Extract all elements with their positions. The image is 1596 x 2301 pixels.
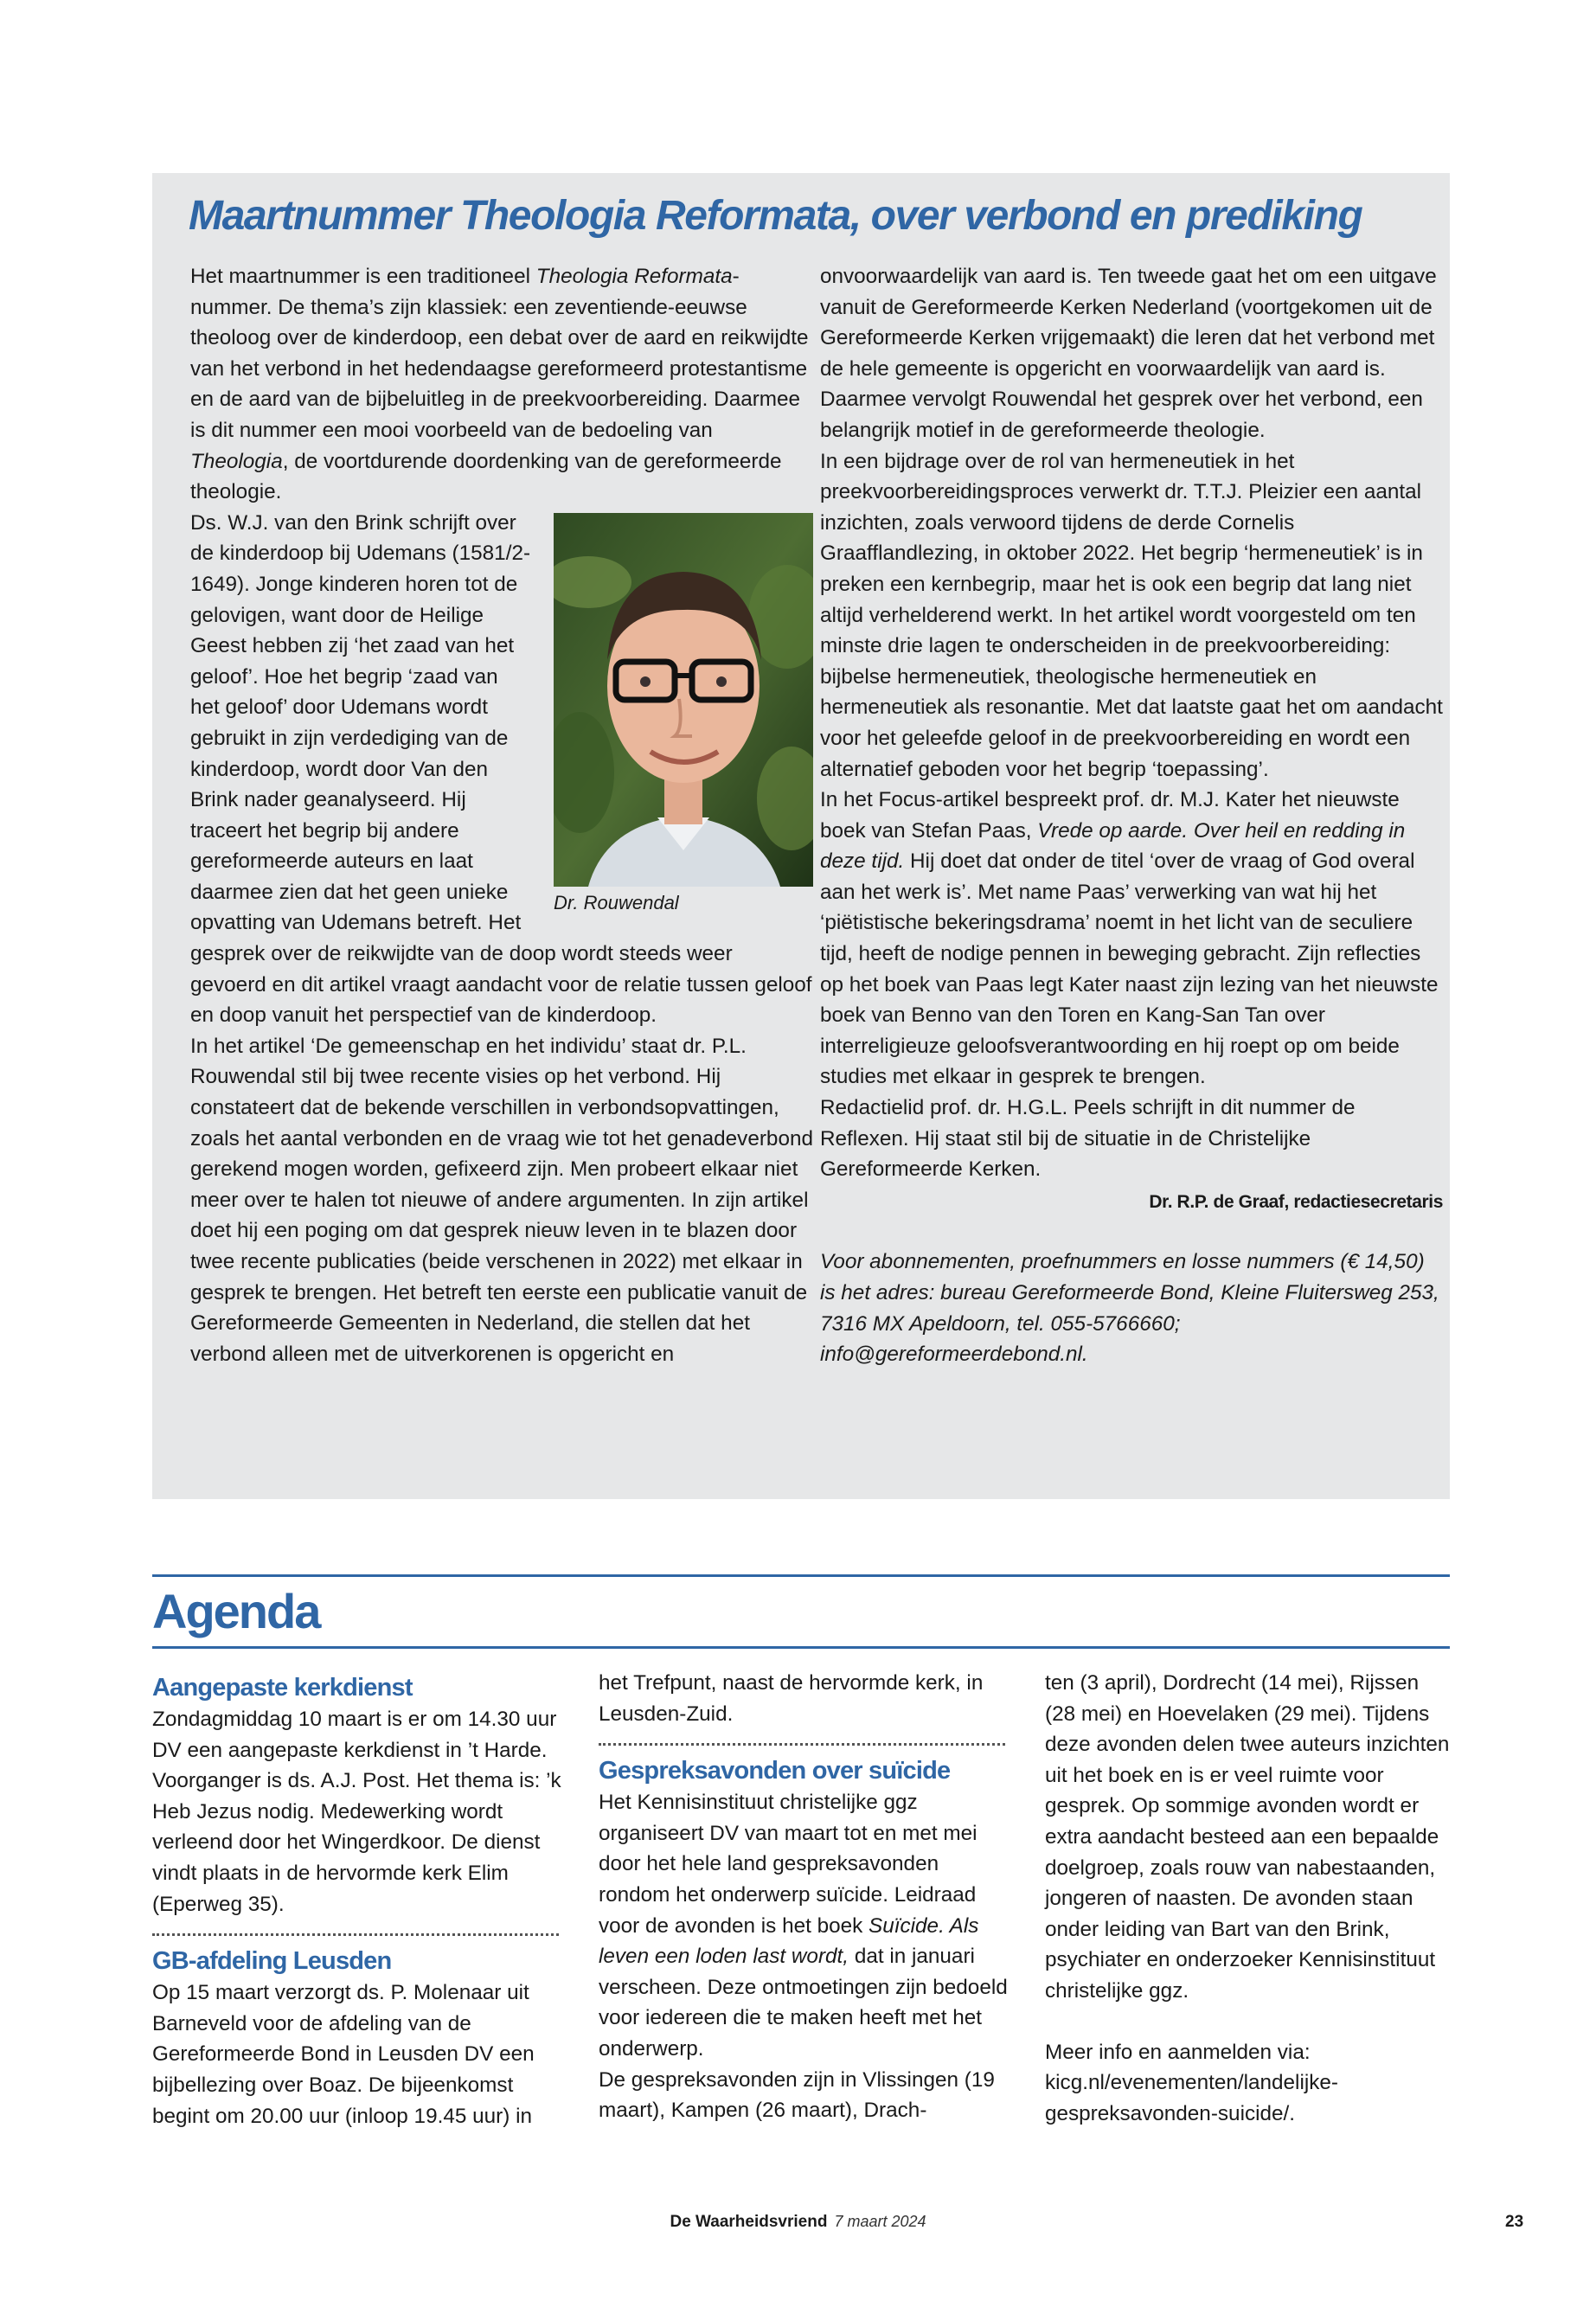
agenda-item-heading: GB-afdeling Leusden	[152, 1947, 392, 1976]
paragraph-intro: Het maartnummer is een traditioneel Theologia Reformata-nummer. De thema’s zijn klassiek: een zeventiende-eeuwse theoloog over de kinderdoop, een debat over de aard en reikwijdte van het verbond in het hedendaagse gereformeerd protestantisme en de aard van de bijbeluitleg in de preekvoorbereiding. Daarmee is dit nummer een mooi voorbeeld van de bedoeling van Theologia, de voortdurende doordenking van de gereformeerde theologie.	[190, 265, 809, 504]
agenda-item-body-cont: ten (3 april), Dordrecht (14 mei), Rijssen (28 mei) en Hoevelaken (29 mei). Tijdens deze avonden delen twee auteurs inzichten uit het boek en is er veel ruimte voor gesprek. Op sommige avonden wordt er extra aandacht besteed aan een bepaalde doelgroep, zoals rouw van nabestaanden, jongeren of naasten. De avonden staan onder leiding van Bart van den Brink, psychiater en onderzoeker Kennisinstituut christelijke ggz.	[1045, 1671, 1450, 2003]
issue-date: 7 maart 2024	[834, 2213, 926, 2230]
agenda-item-heading: Aangepaste kerkdienst	[152, 1674, 413, 1702]
agenda-item-body: Op 15 maart verzorgt ds. P. Molenaar uit Barneveld voor de afdeling van de Gereformeerde Bond in Leusden DV een bijbellezing over Boaz. De bijeenkomst begint om 20.00 uur (inloop 19.45 uur) in	[152, 1981, 535, 2128]
signature: Dr. R.P. de Graaf, redactiesecretaris	[1149, 1191, 1443, 1212]
agenda-title: Agenda	[152, 1584, 320, 1638]
paragraph-hermeneutiek: In een bijdrage over de rol van hermeneutiek in het preekvoorbereidingsproces verwerkt dr. T.T.J. Pleizier een aantal inzichten, zoals verwoord tijdens de derde Cornelis Graafflandlezing, in oktober 2022. Het begrip ‘hermeneutiek’ is in preken een kernbegrip, maar het is ook een begrip dat lang niet altijd verhelderend werkt. In het artikel wordt voorgesteld om ten minste drie lagen te onderscheiden in de preekvoorbereiding: bijbelse hermeneutiek, theologische hermeneutiek en hermeneutiek als resonantie. Met dat laatste gaat het om aandacht voor het geleefde geloof in de preekvoorbereiding en wordt een alternatief geboden voor het begrip ‘toepassing’.	[820, 449, 1443, 781]
agenda-column-3	[1045, 1668, 1452, 2129]
agenda-item-body: De gespreksavonden zijn in Vlissingen (19 maart), Kampen (26 maart), Drach-	[599, 2067, 995, 2123]
portrait-image	[554, 513, 813, 887]
order-info: Voor abonnementen, proefnummers en losse nummers (€ 14,50) is het adres: bureau Gereformeerde Bond, Kleine Fluitersweg 253, 7316 MX Apeldoorn, tel. 055-5766660; info@gereformeerdebond.nl.	[820, 1250, 1439, 1367]
italic-text: Theologia Reformata	[535, 265, 733, 288]
agenda-column-1	[152, 1668, 567, 2131]
italic-text: Theologia	[190, 449, 283, 473]
box-right-column	[820, 261, 1443, 1370]
box-title: Maartnummer Theologia Reformata, over verbond en prediking	[189, 193, 1362, 239]
kinderdoop-text: Ds. W.J. van den Brink schrijft over de kinderdoop bij Udemans (1581/2-1649). Jonge kinderen horen tot de gelovigen, want door de Heilige Geest hebben zij ‘het zaad van het geloof’. Hoe het begrip ‘zaad van het geloof’ door Udemans wordt gebruikt in zijn verdediging van de kinderdoop, wordt door Van den Brink nader geanalyseerd. Hij traceert het begrip bij andere gereformeerde auteurs en laat daarmee zien dat het geen unieke opvatting van Udemans betreft. Het gesprek over de reikwijdte van de doop wordt steeds weer gevoerd en dit artikel vraagt aandacht voor de relatie tussen geloof en doop vanuit het perspectief van de kinderdoop.	[190, 510, 812, 1028]
theologia-reformata-box	[152, 173, 1450, 1499]
paragraph-kinderdoop	[190, 508, 813, 1031]
page-footer	[0, 2213, 1596, 2232]
agenda-column-2	[599, 1668, 1014, 2126]
agenda-item-heading: Gespreksavonden over suïcide	[599, 1757, 951, 1785]
dotted-separator	[599, 1743, 1005, 1746]
page-number: 23	[1505, 2213, 1524, 2231]
agenda-item-body-cont: het Trefpunt, naast de hervormde kerk, in Leusden-Zuid.	[599, 1671, 984, 1726]
paragraph-reflexen: Redactielid prof. dr. H.G.L. Peels schrijft in dit nummer de Reflexen. Hij staat stil bij de situatie in de Christelijke Gereformeerde Kerken.	[820, 1096, 1356, 1182]
agenda-item-body: Het Kennisinstituut christelijke ggz organiseert DV van maart tot en met mei door het hele land gespreksavonden rondom het onderwerp suïcide. Leidraad voor de avonden is het boek Suïcide. Als leven een loden last wordt, dat in januari verscheen. Deze ontmoetingen zijn bedoeld voor iedereen die te maken heeft met het onderwerp.	[599, 1791, 1008, 2061]
agenda-rule-top	[152, 1574, 1450, 1577]
magazine-name: De Waarheidsvriend	[670, 2213, 828, 2231]
portrait-photo	[554, 513, 813, 916]
italic-text: Vrede op aarde. Over heil en redding in deze tijd.	[820, 818, 1406, 874]
agenda-more-info: Meer info en aanmelden via: kicg.nl/evenementen/landelijke-gespreksavonden-suicide/.	[1045, 2040, 1339, 2125]
paragraph-focus: In het Focus-artikel bespreekt prof. dr. M.J. Kater het nieuwste boek van Stefan Paas, Vrede op aarde. Over heil en redding in deze tijd. Hij doet dat onder de titel ‘over de vraag of God overal aan het werk is’. Met name Paas’ verwerking van wat hij het ‘piëtistische bekeringsdrama’ noemt in het licht van de seculiere tijd, heeft de nodige pennen in beweging gebracht. Zijn reflecties op het boek van Paas legt Kater naast zijn lezing van het nieuwste boek van Benno van den Toren en Kang-San Tan over interreligieuze geloofsverantwoording en hij roept op om beide studies met elkaar in gesprek te brengen.	[820, 788, 1439, 1089]
italic-text: Suïcide. Als leven een loden last wordt,	[599, 1913, 979, 1969]
agenda-rule-bottom	[152, 1646, 1450, 1649]
box-left-column	[190, 261, 813, 1369]
paragraph-verbond-cont: onvoorwaardelijk van aard is. Ten tweede gaat het om een uitgave vanuit de Gereformeerde Kerken Nederland (voortgekomen uit de Gereformeerde Kerken vrijgemaakt) die leren dat het verbond met de hele gemeente is opgericht en voorwaardelijk van aard is. Daarmee vervolgt Rouwendal het gesprek over het verbond, een belangrijk motief in de gereformeerde theologie.	[820, 265, 1437, 442]
dotted-separator	[152, 1933, 559, 1936]
agenda-item-body: Zondagmiddag 10 maart is er om 14.30 uur DV een aangepaste kerkdienst in ’t Harde. Voorganger is ds. A.J. Post. Het thema is: ’k Heb Jezus nodig. Medewerking wordt verleend door het Wingerdkoor. De dienst vindt plaats in de hervormde kerk Elim (Eperweg 35).	[152, 1708, 561, 1916]
photo-caption: Dr. Rouwendal	[554, 891, 679, 913]
paragraph-verbond: In het artikel ‘De gemeenschap en het individu’ staat dr. P.L. Rouwendal stil bij twee recente visies op het verbond. Hij constateert dat de bekende verschillen in verbondsopvattingen, zoals het aantal verbonden en de vraag wie tot het genadeverbond gerekend mogen worden, gefixeerd zijn. Men probeert elkaar niet meer over te halen tot nieuwe of andere argumenten. In zijn artikel doet hij een poging om dat gesprek nieuw leven in te blazen door twee recente publicaties (beide verschenen in 2022) met elkaar in gesprek te brengen. Het betreft ten eerste een publicatie vanuit de Gereformeerde Gemeenten in Nederland, die stellen dat het verbond alleen met de uitverkorenen is opgericht en	[190, 1034, 813, 1366]
